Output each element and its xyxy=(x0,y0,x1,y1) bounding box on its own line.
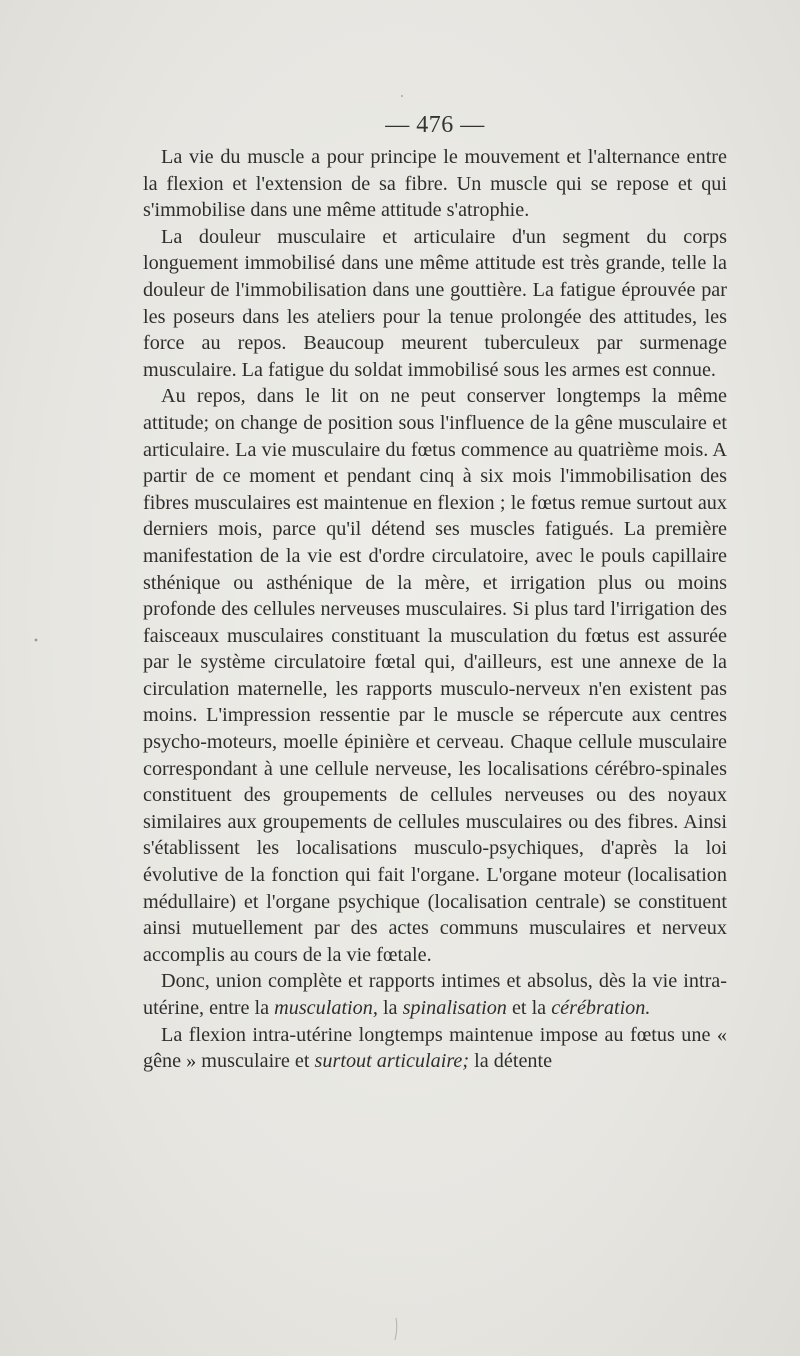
paragraph-2: La douleur musculaire et articulaire d'un segment du corps longuement immobilisé dans une même attitude est très grande, telle la douleur de l'immobilisation dans une gouttière. La fatigue éprouvée par les poseurs dans les ateliers pour la tenue prolongée des attitudes, les force au repos. Beaucoup meurent tuberculeux par surmenage musculaire. La fatigue du soldat immobilisé sous les armes est connue. xyxy=(143,225,727,381)
paragraph-5-italic-articulaire: surtout articulaire; xyxy=(314,1050,470,1073)
paragraph-4-italic-musculation: musculation, xyxy=(274,997,378,1019)
page-number: — 476 — xyxy=(385,112,485,138)
paragraph-5-text-a: La flexion intra-utérine longtemps maintenue impose au fœtus une « gêne » musculaire et xyxy=(143,1023,727,1073)
paragraph-5 xyxy=(143,1022,727,1075)
body-text xyxy=(143,144,727,1075)
speck xyxy=(35,639,38,642)
paragraph-4-italic-spinalisation: spinalisation xyxy=(402,997,507,1019)
speck xyxy=(395,1318,397,1340)
paragraph-4-text-b: la xyxy=(377,997,403,1019)
speck xyxy=(401,95,403,97)
paragraph-3: Au repos, dans le lit on ne peut conserver longtemps la même attitude; on change de position sous l'influence de la gêne musculaire et articulaire. La vie musculaire du fœtus commence au quatrième mois. A partir de ce moment et pendant cinq à six mois l'immobilisation des fibres musculaires est maintenue en flexion ; le fœtus remue surtout aux derniers mois, parce qu'il détend ses muscles fatigués. La première manifestation de la vie est d'ordre circulatoire, avec le pouls capillaire sthénique ou asthénique de la mère, et irrigation plus ou moins profonde des cellules nerveuses musculaires. Si plus tard l'irrigation des faisceaux musculaires constituant la musculation du fœtus est assurée par le système circulatoire fœtal qui, d'ailleurs, est une annexe de la circulation maternelle, les rapports musculo-nerveux n'en existent pas moins. L'impression ressentie par le muscle se répercute aux centres psycho-moteurs, moelle épinière et cerveau. Chaque cellule musculaire correspondant à une cellule nerveuse, les localisations cérébro-spinales constituent des groupements de cellules nerveuses ou des noyaux similaires aux groupements de cellules musculaires ou des fibres. Ainsi s'établissent les localisations musculo-psychiques, d'après la loi évolutive de la fonction qui fait l'organe. L'organe moteur (localisation médullaire) et l'organe psychique (localisation centrale) se constituent ainsi mutuellement par des actes communs musculaires et nerveux accomplis au cours de la vie fœtale. xyxy=(143,385,727,966)
paragraph-5-text-b: la détente xyxy=(469,1050,553,1073)
paragraph-4 xyxy=(143,968,727,1021)
paragraph-4-text-a: Donc, union complète et rapports intimes et absolus, dès la vie intra-utérine, entre la xyxy=(143,970,727,1019)
paragraph-1: La vie du muscle a pour principe le mouvement et l'alternance entre la flexion et l'extension de sa fibre. Un muscle qui se repose et qui s'immobilise dans une même attitude s'atrophie. xyxy=(143,146,727,222)
paragraph-4-text-c: et la xyxy=(506,997,552,1019)
paragraph-4-italic-cerebration: cérébration. xyxy=(551,997,651,1019)
